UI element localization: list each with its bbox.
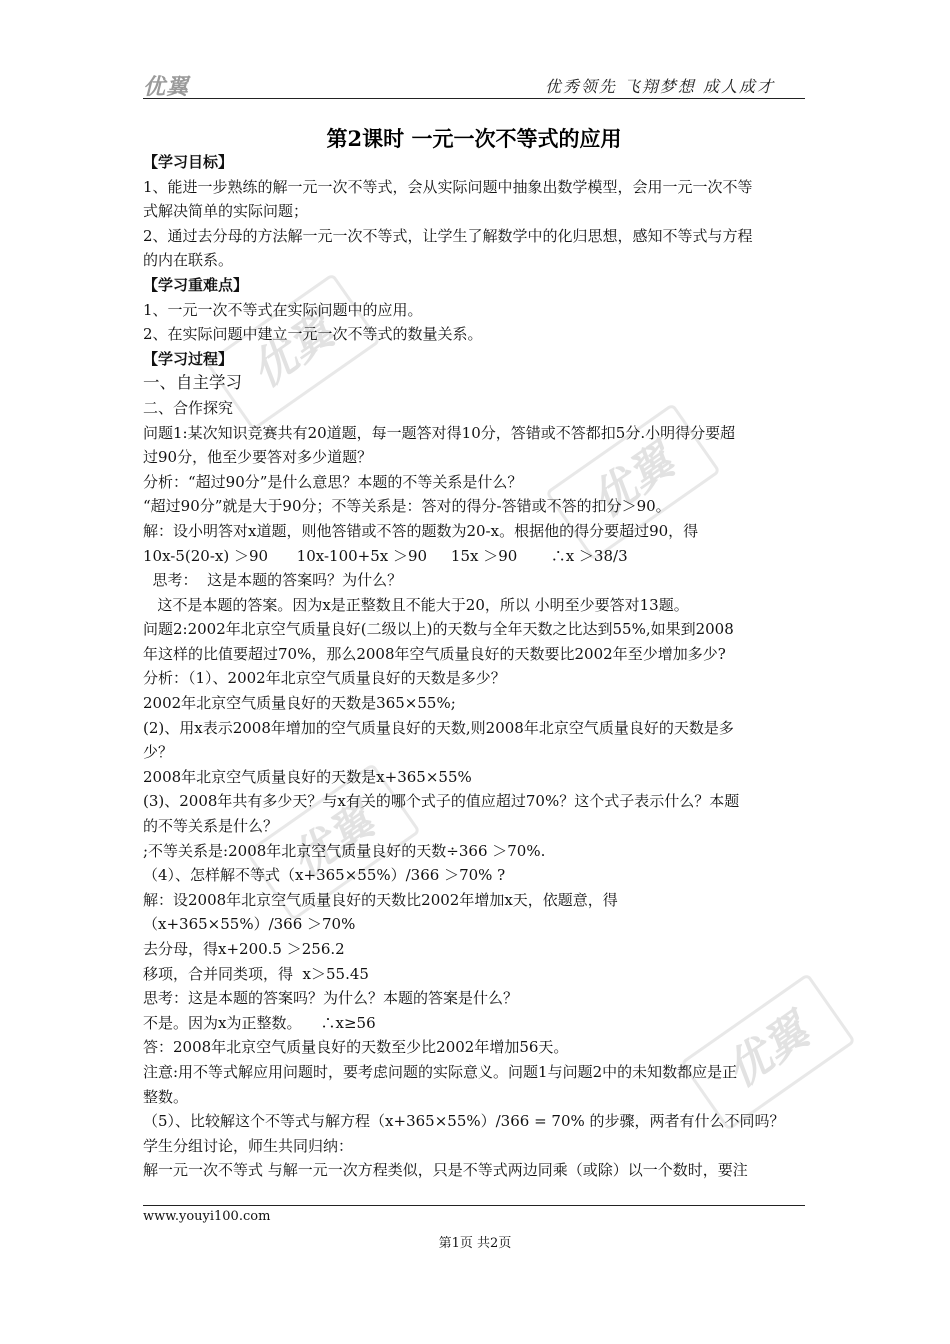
body-line: （x+365×55%）/366 ＞70%	[143, 915, 356, 934]
body-line: 2、通过去分母的方法解一元一次不等式，让学生了解数学中的化归思想，感知不等式与方程	[143, 226, 753, 245]
body-line: 的不等关系是什么？	[143, 817, 279, 836]
body-line: 1、能进一步熟练的解一元一次不等式，会从实际问题中抽象出数学模型，会用一元一次不等	[143, 177, 753, 196]
page-number: 第1页 共2页	[438, 1236, 512, 1251]
body-line: 问题2:2002年北京空气质量良好(二级以上)的天数与全年天数之比达到55%,如果到2008	[143, 620, 734, 639]
document-title: 第2课时 一元一次不等式的应用	[326, 126, 622, 151]
body-line: 解一元一次不等式 与解一元一次方程类似，只是不等式两边同乘（或除）以一个数时，要注	[143, 1161, 748, 1180]
body-line: 式解决简单的实际问题；	[143, 202, 309, 221]
body-line: 问题1:某次知识竞赛共有20道题，每一题答对得10分，答错或不答都扣5分.小明得分要超	[143, 423, 736, 442]
watermark-logo: 优翼	[245, 763, 421, 921]
body-line: 不是。因为x为正整数。 ∴x≥56	[143, 1013, 376, 1032]
body-line: 2002年北京空气质量良好的天数是365×55%;	[143, 694, 456, 713]
section-heading: 【学习过程】	[143, 349, 234, 368]
body-line: 过90分，他至少要答对多少道题？	[143, 448, 373, 467]
watermark-logo: 优翼	[205, 273, 381, 431]
body-line: 思考：这是本题的答案吗？为什么？本题的答案是什么？	[143, 989, 519, 1008]
body-line: （5）、比较解这个不等式与解方程（x+365×55%）/366 = 70% 的步骤，两者有什么不同吗？	[143, 1112, 785, 1131]
body-line: 去分母，得x+200.5 ＞256.2	[143, 940, 345, 958]
watermark-logo: 优翼	[680, 973, 856, 1131]
body-line: 的内在联系。	[143, 251, 234, 270]
body-line: 二、合作探究	[143, 398, 234, 417]
body-line: 整数。	[143, 1087, 189, 1106]
body-line: 分析：“超过90分”是什么意思？本题的不等关系是什么？	[143, 472, 523, 491]
body-line: 2008年北京空气质量良好的天数是x+365×55%	[143, 767, 472, 786]
body-line: 学生分组讨论，师生共同归纳：	[143, 1136, 354, 1155]
body-line: 1、一元一次不等式在实际问题中的应用。	[143, 300, 423, 319]
body-line: 少？	[143, 743, 174, 762]
body-line: 思考： 这是本题的答案吗？为什么？	[143, 571, 403, 590]
body-line: 解：设2008年北京空气质量良好的天数比2002年增加x天，依题意，得	[143, 890, 618, 909]
page-header	[143, 68, 805, 99]
body-line: 10x-5(20-x) ＞90 10x-100+5x ＞90 15x ＞90 ∴x ＞38/3	[143, 546, 628, 565]
watermark-logo: 优翼	[545, 403, 721, 561]
section-heading: 【学习重难点】	[143, 275, 249, 294]
document-body	[143, 150, 807, 1183]
header-slogan: 优秀领先 飞翔梦想 成人成才	[544, 77, 775, 96]
body-line: 2、在实际问题中建立一元一次不等式的数量关系。	[143, 325, 483, 344]
body-line: 解：设小明答对x道题，则他答错或不答的题数为20-x。根据他的得分要超过90，得	[143, 521, 699, 540]
body-line: (3)、2008年共有多少天？与x有关的哪个式子的值应超过70%？这个式子表示什么？本题	[143, 792, 740, 811]
body-line: 移项，合并同类项，得 x＞55.45	[143, 964, 369, 983]
body-line: “超过90分”就是大于90分；不等关系是：答对的得分-答错或不答的扣分＞90。	[143, 497, 671, 516]
body-line: 这不是本题的答案。因为x是正整数且不能大于20，所以 小明至少要答对13题。	[143, 595, 689, 614]
footer-divider	[143, 1205, 805, 1206]
body-line: ;不等关系是:2008年北京空气质量良好的天数÷366 ＞70%.	[143, 841, 546, 860]
body-line: 分析：（1）、2002年北京空气质量良好的天数是多少？	[143, 669, 506, 688]
body-line: 注意:用不等式解应用问题时，要考虑问题的实际意义。问题1与问题2中的未知数都应是正	[143, 1062, 738, 1081]
body-line: 年这样的比值要超过70%，那么2008年空气质量良好的天数要比2002年至少增加多少?	[143, 644, 726, 663]
body-line: 一、自主学习	[143, 373, 242, 393]
body-line: （4）、怎样解不等式（x+365×55%）/366 ＞70% ?	[143, 866, 506, 885]
header-logo: 优翼	[143, 75, 190, 100]
body-line: (2)、用x表示2008年增加的空气质量良好的天数,则2008年北京空气质量良好的天数是多	[143, 718, 734, 737]
section-heading: 【学习目标】	[143, 153, 234, 171]
body-line: 答：2008年北京空气质量良好的天数至少比2002年增加56天。	[143, 1038, 569, 1057]
footer-url: www.youyi100.com	[143, 1209, 271, 1224]
